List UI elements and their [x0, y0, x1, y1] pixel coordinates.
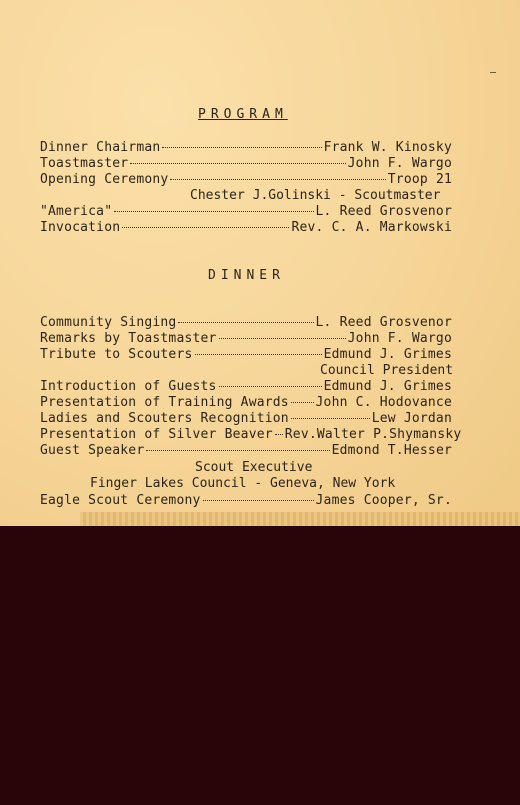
program-item-label: Invocation — [40, 220, 121, 235]
paper-mark — [490, 72, 496, 73]
dinner-item-label: Ladies and Scouters Recognition — [40, 411, 289, 426]
dinner-item-value: Edmund J. Grimes — [323, 379, 452, 394]
dinner-item-value: John F. Wargo — [347, 331, 452, 346]
program-item-value: John F. Wargo — [347, 156, 452, 171]
dinner-item-label: Community Singing — [40, 315, 177, 330]
dinner-item-value: Lew Jordan — [371, 411, 452, 426]
program-item — [40, 156, 452, 171]
dinner-heading: DINNER — [208, 268, 285, 283]
leader-dots — [219, 386, 322, 387]
program-heading: PROGRAM — [198, 107, 288, 122]
program-item-value: L. Reed Grosvenor — [315, 204, 452, 219]
leader-dots — [178, 322, 313, 323]
dinner-item — [40, 443, 452, 458]
program-item-value: Troop 21 — [387, 172, 452, 187]
dinner-tribute-note: Council President — [320, 363, 454, 378]
leader-dots — [275, 434, 283, 435]
program-opening-note: Chester J.Golinski - Scoutmaster — [190, 188, 441, 203]
dinner-item-label: Eagle Scout Ceremony — [40, 493, 201, 508]
dinner-speaker-note: Scout Executive — [195, 460, 313, 475]
program-item — [40, 220, 452, 235]
leader-dots — [291, 402, 314, 403]
leader-dots — [162, 147, 321, 148]
program-item-label: "America" — [40, 204, 113, 219]
program-item — [40, 140, 452, 155]
dinner-item — [40, 331, 452, 346]
torn-paper-edge — [80, 512, 520, 526]
program-item-value: Frank W. Kinosky — [323, 140, 452, 155]
leader-dots — [291, 418, 370, 419]
leader-dots — [114, 211, 313, 212]
leader-dots — [122, 227, 289, 228]
dinner-item-label: Presentation of Silver Beaver — [40, 427, 273, 442]
program-item-label: Toastmaster — [40, 156, 129, 171]
leader-dots — [219, 338, 346, 339]
dinner-item-label: Presentation of Training Awards — [40, 395, 289, 410]
leader-dots — [170, 179, 385, 180]
dinner-item-value: John C. Hodovance — [315, 395, 452, 410]
dinner-item-label: Remarks by Toastmaster — [40, 331, 217, 346]
dinner-item — [40, 411, 452, 426]
dinner-item — [40, 379, 452, 394]
dinner-item — [40, 493, 452, 508]
dinner-item — [40, 395, 452, 410]
program-item — [40, 172, 452, 187]
dinner-item-label: Tribute to Scouters — [40, 347, 193, 362]
dinner-speaker-note: Finger Lakes Council - Geneva, New York — [90, 476, 396, 491]
dinner-item-label: Introduction of Guests — [40, 379, 217, 394]
dinner-item-label: Guest Speaker — [40, 443, 145, 458]
program-item-value: Rev. C. A. Markowski — [291, 220, 452, 235]
dinner-item — [40, 315, 452, 330]
dinner-item-value: Edmond T.Hesser — [331, 443, 452, 458]
program-item-label: Dinner Chairman — [40, 140, 161, 155]
leader-dots — [130, 163, 345, 164]
dinner-item-value: James Cooper, Sr. — [315, 493, 452, 508]
dinner-item-value: L. Reed Grosvenor — [315, 315, 452, 330]
dinner-item-value: Rev.Walter P.Shymansky — [284, 427, 462, 442]
leader-dots — [146, 450, 329, 451]
dinner-item-value: Edmund J. Grimes — [323, 347, 452, 362]
program-item-label: Opening Ceremony — [40, 172, 169, 187]
program-item — [40, 204, 452, 219]
dark-background — [0, 526, 520, 805]
dinner-item — [40, 347, 452, 362]
leader-dots — [203, 500, 314, 501]
leader-dots — [195, 354, 322, 355]
dinner-item — [40, 427, 462, 442]
